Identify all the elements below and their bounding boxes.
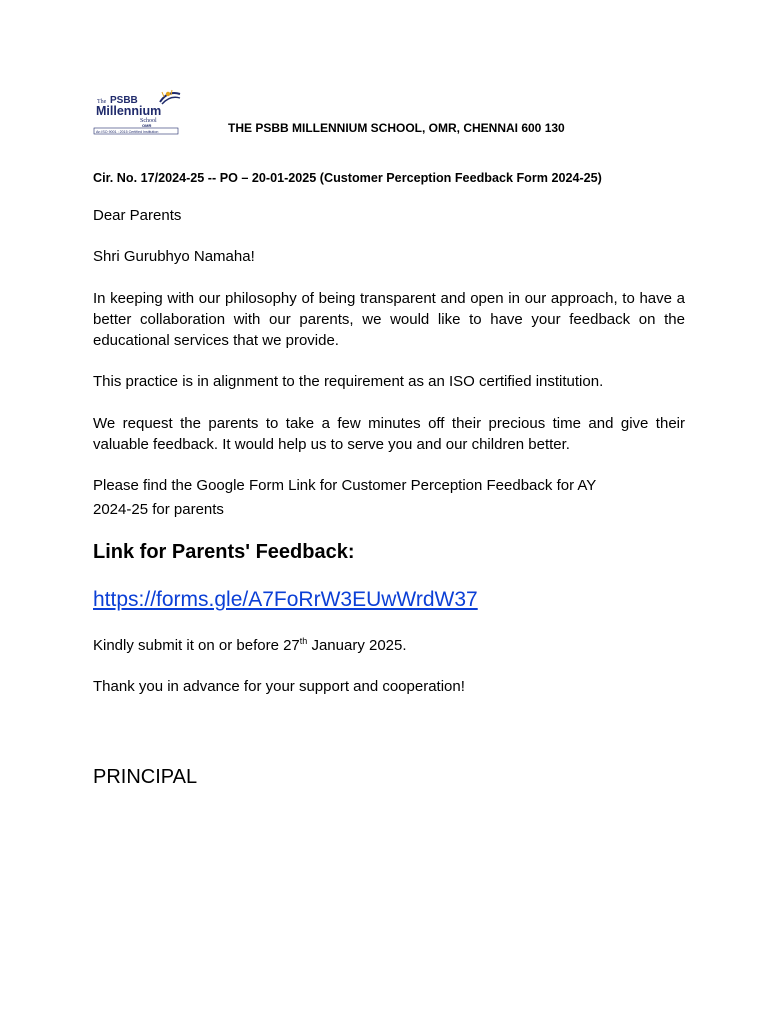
- logo-text-the: The: [97, 99, 107, 105]
- salutation: Dear Parents: [93, 207, 182, 224]
- logo-emblem-icon: [160, 90, 180, 104]
- paragraph-form-intro-line1: Please find the Google Form Link for Customer Perception Feedback for AY: [93, 477, 597, 494]
- greeting: Shri Gurubhyo Namaha!: [93, 248, 255, 265]
- school-logo: [92, 88, 184, 136]
- deadline-ordinal: th: [299, 636, 308, 646]
- school-name-header: THE PSBB MILLENNIUM SCHOOL, OMR, CHENNAI 600 130: [228, 121, 565, 135]
- paragraph-philosophy: In keeping with our philosophy of being transparent and open in our approach, to have a better collaboration with our parents, we would like to have your feedback on the educational services that we provide.: [93, 290, 685, 349]
- deadline-rest: January 2025.: [307, 637, 407, 654]
- feedback-form-link[interactable]: https://forms.gle/A7FoRrW3EUwWrdW37: [93, 588, 478, 611]
- thank-you-note: Thank you in advance for your support and cooperation!: [93, 678, 465, 695]
- paragraph-iso: This practice is in alignment to the requirement as an ISO certified institution.: [93, 373, 604, 390]
- logo-text-omr: OMR: [142, 123, 152, 128]
- logo-text-millennium: Millennium: [96, 104, 162, 118]
- logo-text-school: School: [140, 118, 157, 124]
- circular-reference: Cir. No. 17/2024-25 -- PO – 20-01-2025 (Customer Perception Feedback Form 2024-25): [93, 171, 602, 185]
- logo-cert-text: An ISO 9001 : 2015 Certified Institution: [96, 129, 159, 134]
- deadline-prefix: Kindly submit it on or before 27: [93, 637, 300, 654]
- logo-text-psbb: PSBB: [110, 95, 138, 106]
- paragraph-request: We request the parents to take a few minutes off their precious time and give their valuable feedback. It would help us to serve you and our children better.: [93, 415, 685, 453]
- signatory-principal: PRINCIPAL: [93, 766, 198, 788]
- paragraph-form-intro-line2: 2024-25 for parents: [93, 501, 224, 518]
- deadline-notice: [93, 635, 407, 656]
- feedback-link-heading: Link for Parents' Feedback:: [93, 541, 355, 563]
- school-logo-graphic: [92, 88, 184, 136]
